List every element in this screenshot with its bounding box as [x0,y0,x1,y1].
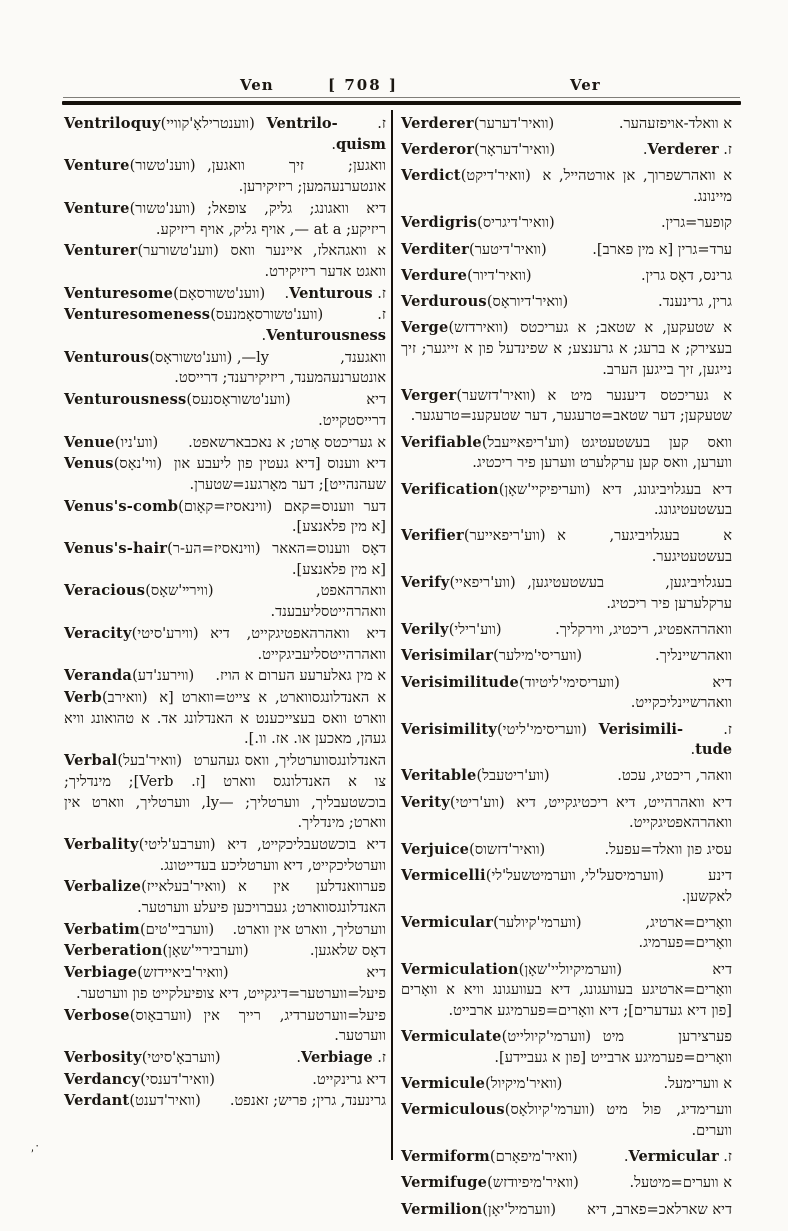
dictionary-entry [401,673,732,714]
transliteration: (וואיר'בעל) [117,752,187,770]
dictionary-entry [401,166,732,207]
transliteration: (ווע'ריפאיי) [449,574,521,592]
dictionary-entry [401,1200,732,1221]
definition: וואהר, ריכטיג, עכט. [617,767,732,785]
transliteration: (ווערבירײ'שאָן) [162,942,254,960]
dictionary-entry [401,266,732,287]
transliteration: (וואיר'דיוראָס) [486,292,573,310]
headword: Verbal [64,752,118,770]
page-number: [ 708 ] [328,76,398,94]
headword: Veracious [64,582,146,600]
transliteration: (ווענ'טשורסאָם) [173,284,270,302]
headword-group [64,1006,197,1027]
headword-group [401,166,535,187]
dictionary-entry [401,318,732,380]
transliteration: (וואיר'דעראָר) [474,141,560,159]
transliteration: (וואיר'מיפאָרם) [489,1148,583,1166]
headword-group [64,1070,220,1091]
transliteration: (ווע'ריטעבל) [476,767,555,785]
header-rule-thin [63,97,740,98]
column-left [64,114,386,1113]
cross-reference: Verbiage [300,1048,373,1066]
dictionary-entry [401,292,732,313]
headword-group [64,390,295,411]
headword-group [64,539,265,560]
definition: ערד=גרין [א מין פארב]. [592,240,732,258]
headword: Verification [401,480,499,498]
definition: דיא ווענוס [דיא געטין פון ליעבע און שעהנהייט]; דער מאָרגענ=שטערן. [173,455,386,493]
dictionary-entry [401,526,732,567]
definition: דיא פיעל=ווערטער=דיגקייט, דיא צופיעלקייט פון ווערטער. [76,964,386,1002]
definition: א שטעקען, א שטאב; א געריכטס בעצירק; א ברעג; א גרענצע; א שפינדעל פון א זייגער; זיך נייגען, זיך בייגען הערב. [401,319,732,378]
transliteration: (ווע'רילי) [448,621,507,639]
headword-group [64,835,220,856]
headword: Verisimilitude [401,673,519,691]
transliteration: (ווע'ריפאײעבל) [481,433,575,451]
dictionary-entry [64,497,386,538]
headword: Venturesomeness [64,306,211,324]
transliteration: (ווירע'סיטי) [131,624,204,642]
headword: Venturousness [64,391,187,409]
headword: Venture [64,157,130,175]
headword-group [401,213,559,234]
headword-group [401,866,669,887]
headword: Verger [401,386,457,404]
headword-group [401,1100,599,1121]
definition: דאָס ווענוס=האאר [א מין פלאנצע]. [272,540,386,578]
definition: ז. Venturousness. [261,306,386,345]
headword-group [64,581,218,602]
running-head [0,76,788,98]
headword: Venturesome [64,284,174,302]
headword-group [401,960,627,981]
definition: דיא דרייסטקייט. [318,391,386,429]
transliteration: (ווערמיל'יאָן) [482,1200,561,1218]
headword-group [401,573,520,594]
definition: א געריכטס אָרט; א נאכבארשאפט. [188,433,386,451]
transliteration: (וועריסימי'ליטיוד) [518,673,625,691]
transliteration: (ווינאסיז=הע-ר) [167,540,266,558]
headword: Verdancy [64,1070,141,1088]
definition: דיא שארלאכ=פארב, דיא [587,1200,732,1218]
transliteration: (ווענ'טשוראָס) [149,348,237,366]
transliteration: (וואיר'דזשער) [456,386,541,404]
headword: Verdurous [401,292,487,310]
headword-group [401,240,551,261]
definition: עסיג פון וואלד=עפעל. [604,840,732,858]
headword-group [401,766,554,787]
dictionary-entry [64,920,386,941]
headword-group [64,941,253,962]
headword-group [401,673,624,694]
transliteration: (וואירב) [101,688,153,706]
dictionary-entry [64,539,386,580]
dictionary-entry [64,114,386,155]
dictionary-entry [64,835,386,876]
headword: Verifier [401,527,464,545]
dictionary-entry [401,386,732,427]
transliteration: (וואיר'דענט) [129,1092,206,1110]
headword: Verisimilar [401,647,494,665]
dictionary-entry [401,114,732,135]
headword-group [64,114,259,135]
transliteration: (וואיר'דיור) [467,266,537,284]
headword: Verdigris [401,214,478,232]
headword: Venus [64,455,114,473]
dictionary-entry [64,1006,386,1047]
headword: Venture [64,199,130,217]
cross-reference: Verderer [647,141,719,159]
definition: א וואהרשפרוך, אן אורטהייל, א מיינונג. [542,167,732,206]
definition: ז. Verderer. [642,141,732,159]
headword: Vermicelli [401,866,486,884]
transliteration: (וועריסימי'ליטי) [496,720,592,738]
transliteration: (ווערמי'קיולייט) [501,1028,596,1046]
dictionary-entry [401,960,732,1022]
transliteration: (וואיר'דערער) [473,115,559,132]
definition: וואהרהאפט, וואהרהייטסליעבענד. [270,582,386,621]
running-head-left-guideword: Ven [240,76,274,94]
dictionary-entry [401,840,732,861]
definition: ווערטליך, ווארט אין ווארט. [232,920,386,938]
definition: בעגלויביגען, בעשטעטיגען, ערקלערען פיר ריכטיג. [527,574,732,613]
headword: Venturous [64,348,150,366]
headword: Vermiform [401,1148,490,1166]
header-rule-thick [62,101,741,105]
transliteration: (ווערמי'קיולאָס) [504,1101,600,1119]
definition: דער ווענוס=קאם [א מין פלאנצע]. [283,497,386,536]
headword-group [401,114,559,135]
headword-group [401,433,574,454]
dictionary-entry [64,751,386,834]
dictionary-entry [64,348,386,389]
headword-group [64,624,203,645]
headword: Verify [401,574,450,592]
dictionary-entry [64,156,386,197]
headword: Verjuice [401,840,470,858]
headword: Verbality [64,835,139,853]
dictionary-entry [401,1173,732,1194]
dictionary-entry [64,1048,386,1069]
headword: Vermiculate [401,1028,502,1046]
headword-group [64,454,167,475]
dictionary-entry [64,199,386,240]
transliteration: (ווערמי'קיולער) [493,913,587,931]
dictionary-entry [401,213,732,234]
definition: וואהרשיינליך. [655,647,732,665]
transliteration: (וואיר'דענסי) [140,1070,220,1088]
transliteration: (ווירײ'שאָס) [145,582,219,600]
headword-group [401,1074,567,1095]
transliteration: (ווערבאָ'סיטי) [141,1048,226,1066]
headword-group [64,199,200,220]
headword: Ventriloquy [64,115,161,132]
transliteration: (ווע'ריטי) [449,793,510,811]
dictionary-entry [401,866,732,907]
dictionary-entry [401,1147,732,1168]
definition: דיא גרינקייט. [312,1070,386,1088]
transliteration: (וואיר'מיקיול) [485,1075,568,1093]
headword-suffix: ,—ly [236,348,270,366]
definition: גרינענד, גרין; פריש; זאנפט. [229,1092,386,1110]
headword: Verity [401,793,450,811]
headword: Verditer [401,240,470,258]
headword: Veracity [64,624,132,642]
transliteration: (ווערבאָוס) [129,1006,197,1024]
headword: Verge [401,319,449,337]
headword: Verdure [401,266,468,284]
definition: א האנדלונגסווארט, א צייט=ווארט [א ווארט וואס בעצייכענט א האנדלונג אד. א טהואונג וויא געהן, מאכען או. אז. וו.]. [64,688,386,748]
dictionary-entry [64,284,386,305]
definition: קופער=גרין. [660,214,732,232]
headword-group [401,292,573,313]
dictionary-entry [401,620,732,641]
dictionary-entry [64,941,386,962]
headword: Verisimility [401,720,497,738]
dictionary-entry [64,390,386,431]
dictionary-entry [401,720,732,761]
transliteration: (וואירדזש) [448,319,514,337]
headword: Venus's-hair [64,540,168,558]
dictionary-entry [401,480,732,521]
dictionary-entry [401,433,732,474]
transliteration: (ווינאסיז=קאָום) [178,497,277,515]
definition: ז. Venturous. [284,284,386,302]
dictionary-entry [401,1074,732,1095]
definition: א וואלד-אויפזעהער. [618,115,732,132]
definition: וואס קען בעשטעטיגט ווערען, וואס קען ערקלערט ווערען פיר ריכטיג. [472,433,732,472]
dictionary-entry [64,433,386,454]
definition: א וואגהאלז, איינער וואס וואגט אדער ריזיקירט. [230,242,386,280]
dictionary-entry [64,454,386,495]
headword-group [401,480,595,501]
headword-group [64,497,277,518]
dictionary-entry [64,666,386,687]
headword-group [64,688,152,709]
headword: Verderor [401,141,475,159]
transliteration: (ווענטרילאָ'קוויי) [160,115,260,132]
headword-group [64,305,328,326]
transliteration: (ווערמיקיוליי'שאָן) [518,960,627,978]
headword-group [401,318,513,339]
headword: Verbosity [64,1048,142,1066]
headword: Verifiable [401,433,482,451]
definition: א געריכטס דיענער מיט א שטעקען; דער שטאב=טרעגער, דער שטעקענ=טרעגער. [410,386,732,425]
headword: Verb [64,688,102,706]
definition: וואָרים=ארטיג, וואָרים=פערמיג. [638,913,732,952]
transliteration: (ווע'ריפאייער) [463,527,551,545]
transliteration: (וועריפיקיי'שאָן) [498,480,596,498]
headword-group [64,284,270,305]
dictionary-entry [64,688,386,750]
headword: Vermifuge [401,1174,488,1192]
dictionary-entry [64,877,386,918]
transliteration: (ווערבײ'טים) [139,920,219,938]
column-right [401,114,732,1226]
headword: Verbalize [64,878,142,896]
headword-group [64,751,187,772]
dictionary-entry [401,1100,732,1141]
headword: Verbiage [64,964,138,982]
headword: Vermiculation [401,960,519,978]
transliteration: (וואיר'דיטער) [469,240,552,258]
definition: ז. Verbiage. [296,1048,386,1066]
headword: Verbatim [64,920,140,938]
definition: וואגען; זיך וואגען, אונטערנעהמען; ריזיקירען. [207,157,386,196]
dictionary-entry [64,1070,386,1091]
definition: דיא בוכשטעבליכקייט, דיא ווערטליכקייט, דיא ווערטליכע בעדייטונג. [159,835,386,874]
definition: ז. Ventrilo-quism. [266,115,386,153]
headword: Vermiculous [401,1101,505,1119]
headword: Verderer [401,115,474,132]
dictionary-entry [401,913,732,954]
transliteration: (ווענ'טשורסאָמנעס) [210,306,328,324]
cross-reference: Verisimili-tude [598,720,732,759]
dictionary-entry [401,793,732,834]
dictionary-entry [401,1027,732,1068]
headword-group [401,140,560,161]
definition: וואגענד, אונטערנעהמענד, ריזיקירענד; דרייסט. [174,348,386,387]
transliteration: (וואיר'דזשוס) [469,840,550,858]
transliteration: (ווערבע'ליטי) [138,835,221,853]
transliteration: (ווירענ'דע) [132,667,199,685]
definition: דינע לאקשען. [681,866,732,905]
definition: פערצירען מיט וואָרים=פערמיגע ארבייט [פון א געבײדע]. [494,1028,732,1066]
headword-group [64,877,231,898]
definition: דיא וואהרהאפטיגקייט, דיא וואהרהייטסליעביגקייט. [210,624,386,663]
headword-group [401,646,587,667]
transliteration: (ווענ'טשור) [129,157,201,175]
headword: Vermilion [401,1200,483,1218]
headword: Verdict [401,167,461,185]
headword-group [401,793,509,814]
transliteration: (וואיר'דיגריס) [477,214,560,232]
headword-group [401,620,506,641]
dictionary-entry [401,573,732,614]
definition: דיא וואָרים=ארטיגע בעוועגונג, דיא בעוועגונג וויא א וואָרים [פון דיא געדערים]; דיא וואָרים=פערמיגע ארבייט. [401,960,732,1020]
cross-reference: Vermicular [628,1148,719,1166]
running-head-right-guideword: Ver [570,76,601,94]
column-divider [391,110,393,1160]
headword-group [64,920,219,941]
headword: Verily [401,621,449,639]
definition: פיעל=ווערטערדיג, רייך אין ווערטער. [203,1006,386,1045]
headword: Venturer [64,242,138,260]
headword-group [401,1200,561,1221]
headword: Verberation [64,942,163,960]
transliteration: (וועריסי'מילער) [493,647,587,665]
transliteration: (ווי'נאָס) [113,455,167,473]
dictionary-entry [64,624,386,665]
definition: דאָס שלאגען. [309,942,386,960]
headword: Vermicular [401,913,494,931]
dictionary-entry [64,581,386,622]
headword-group [64,241,224,262]
headword: Verbose [64,1006,130,1024]
headword-group [64,1091,205,1112]
transliteration: (ווענ'טשורער) [137,242,224,260]
headword-group [64,1048,225,1069]
transliteration: (וואיר'ביאיידזש) [137,964,234,982]
dictionary-entry [401,646,732,667]
headword-group [64,348,269,369]
headword-group [64,156,200,177]
headword: Venue [64,433,115,451]
transliteration: (וואיר'מיפיודזש) [487,1174,584,1192]
definition: ז. Verisimili-tude. [598,720,732,759]
headword-group [401,840,550,861]
dictionary-entry [64,963,386,1004]
definition: דיא וואהרשיינליכקייט. [630,673,732,712]
headword-group [64,433,163,454]
headword-group [401,386,540,407]
definition: א ווערים=מיטעל. [629,1174,732,1192]
headword-group [401,1147,582,1168]
headword: Verdant [64,1092,130,1110]
headword: Venus's-comb [64,497,179,515]
dictionary-entry [64,241,386,282]
headword-group [401,1173,584,1194]
dictionary-entry [64,305,386,346]
headword: Veranda [64,667,133,685]
definition: וואהרהאפטיג, ריכטיג, ווירקליך. [555,621,732,639]
dictionary-entry [401,140,732,161]
definition: פערוואנדלען אין א האנדלונגסווארט; געברויכען פיעלע ווערטער. [137,878,386,917]
definition: א מין גאלערעע הערום א הויז. [215,667,386,685]
cross-reference: Ventrilo-quism [266,115,386,153]
transliteration: (וואיר'בעלאייז) [141,878,231,896]
dictionary-entry [401,766,732,787]
definition: גרין, גרינענד. [657,292,732,310]
ink-speck: ,· [28,1138,43,1155]
headword: Vermicule [401,1075,486,1093]
cross-reference: Venturousness [266,327,386,345]
headword-group [64,666,199,687]
headword-group [401,266,536,287]
definition: האנדלונגסווערטליך, וואס געהערט צו א האנדלונגס ווארט [ז. Verb]; מינדליך; בוכשטעבליך, ווערטליך; —ly, ווערטליך, ווארט אין ווארט; מינדליך. [64,752,386,832]
definition: דיא וואהרהייט, דיא ריכטיגקייט, דיא וואהרהאפטיגקייט. [516,793,732,832]
headword: Veritable [401,767,477,785]
definition: דיא בעגלויביגונג, דיא בעשטעטיגונג. [602,480,732,519]
transliteration: (וואיר'דיקט) [460,167,536,185]
transliteration: (ווענ'טשוראָסנעס) [186,391,296,409]
definition: גרינס, דאָס גרין. [640,266,732,284]
transliteration: (ווע'ניו) [114,433,163,451]
dictionary-entry [64,1091,386,1112]
headword-group [401,913,586,934]
definition: דיא וואגונג; גליק, צופאל; ריזיקע; at a —, אויף גליק, אויף ריזיקע. [155,199,386,238]
dictionary-entry [401,240,732,261]
headword-group [401,720,592,741]
headword-group [401,526,550,547]
definition: ווערימדיג, פול מיט ווערים. [606,1101,732,1140]
transliteration: (ווענ'טשור) [129,199,201,217]
headword-group [64,963,233,984]
headword-group [401,1027,596,1048]
transliteration: (ווערמיסעל'לי, ווערמיטשעל'לי) [485,866,669,884]
definition: א ווערימעל. [663,1075,732,1093]
definition: א בעגלויביגער, א בעשטעטיגער. [557,527,732,566]
definition: ז. Vermicular. [623,1148,732,1166]
cross-reference: Venturous [289,284,373,302]
